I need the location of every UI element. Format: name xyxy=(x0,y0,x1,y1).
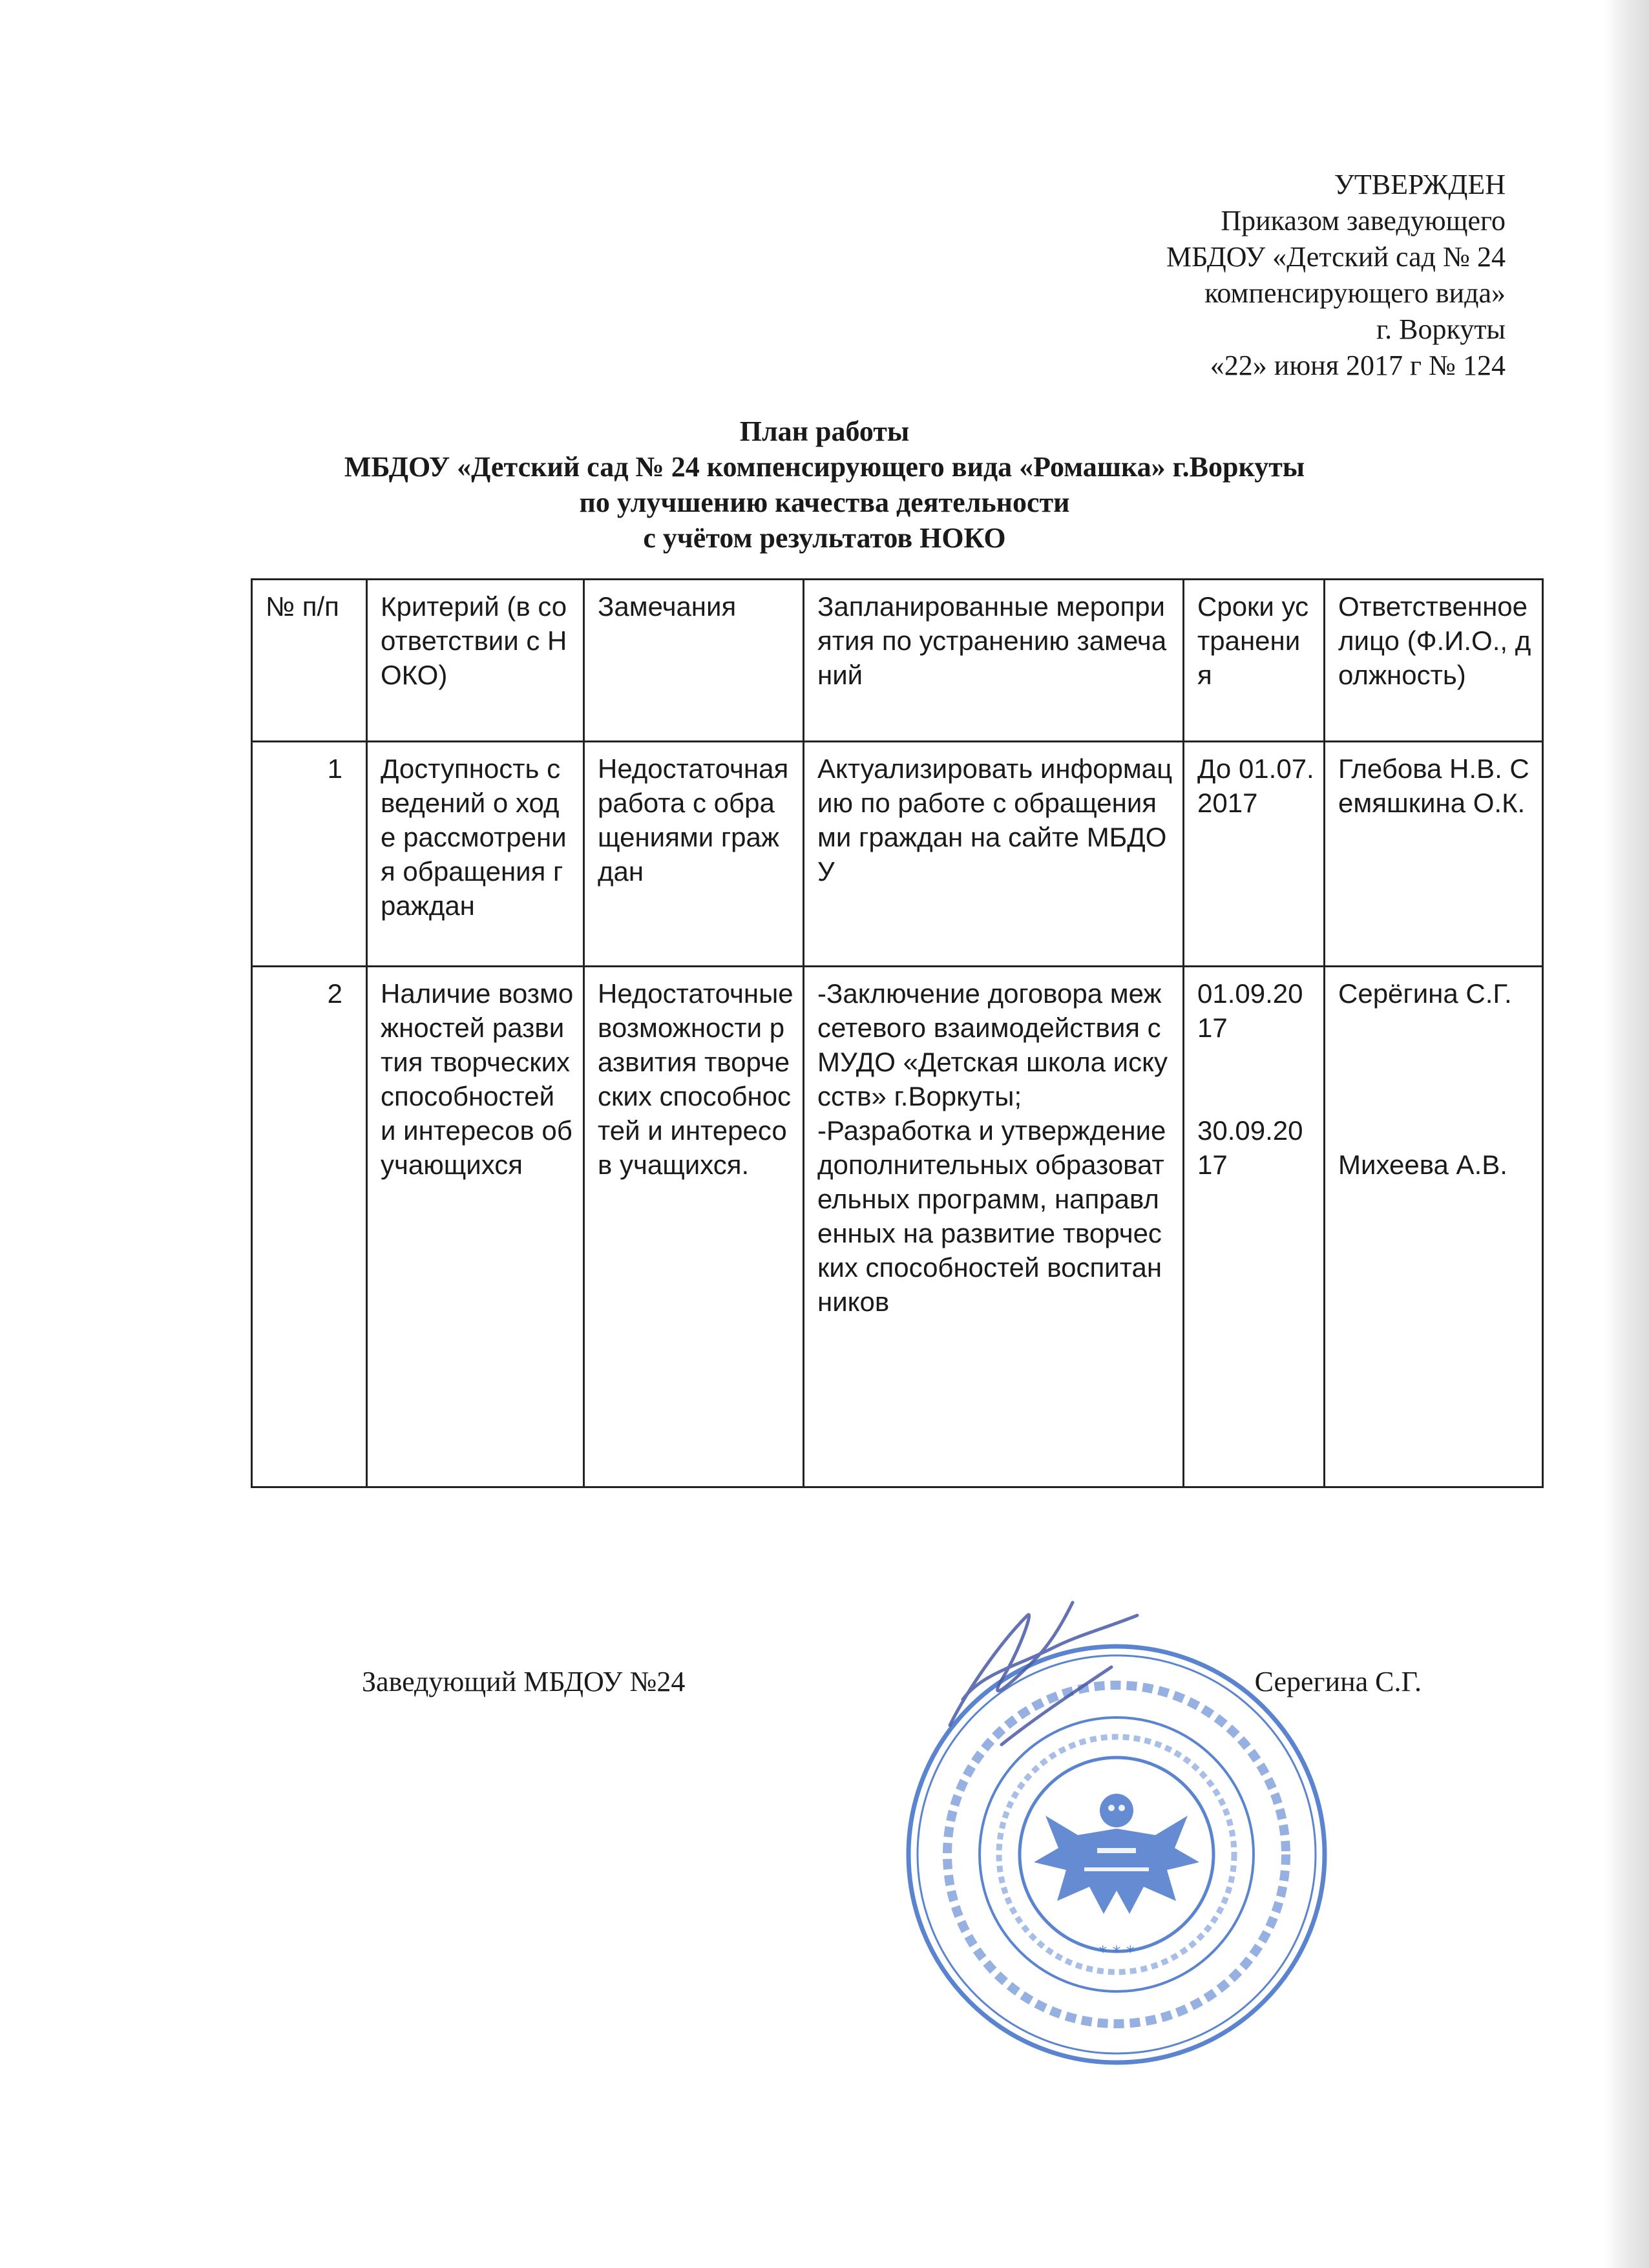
plan-table xyxy=(251,578,1544,1488)
approval-line: УТВЕРЖДЕН xyxy=(1334,169,1506,200)
approval-line: «22» июня 2017 г № 124 xyxy=(1210,350,1506,381)
row-criterion: Доступность сведений о ходе рассмотрения обращения граждан xyxy=(367,742,584,967)
deadline-item: До 01.07.2017 xyxy=(1197,753,1314,818)
row-criterion: Наличие возможностей развития творческих способностей и интересов обучающихся xyxy=(367,967,584,1487)
row-responsible xyxy=(1325,967,1543,1487)
header-cell-responsible: Ответственное лицо (Ф.И.О., должность) xyxy=(1325,580,1543,742)
row-measures xyxy=(804,742,1184,967)
row-deadlines xyxy=(1184,967,1325,1487)
row-deadlines xyxy=(1184,742,1325,967)
measure-item: -Заключение договора межсетевого взаимодействия с МУДО «Детская школа искусств» г.Воркуты; xyxy=(817,978,1168,1111)
deadline-item: 30.09.2017 xyxy=(1197,1115,1303,1180)
title-line: План работы xyxy=(739,415,910,447)
row-number: 2 xyxy=(252,967,367,1487)
responsible-item: Глебова Н.В. Семяшкина О.К. xyxy=(1338,753,1529,818)
title-line: МБДОУ «Детский сад № 24 компенсирующего вида «Ромашка» г.Воркуты xyxy=(344,451,1305,483)
scan-edge-shadow xyxy=(1604,0,1649,2268)
spacer xyxy=(1338,1011,1533,1148)
header-cell-deadlines: Сроки устранения xyxy=(1184,580,1325,742)
signatory-name: Серегина С.Г. xyxy=(1254,1666,1422,1697)
responsible-item: Серёгина С.Г. xyxy=(1338,978,1512,1009)
signatory-position: Заведующий МБДОУ №24 xyxy=(362,1666,686,1697)
row-remarks: Недостаточные возможности развития творческих способностей и интересов учащихся. xyxy=(584,967,804,1487)
header-cell-remarks: Замечания xyxy=(584,580,804,742)
svg-text:* * *: * * * xyxy=(1098,1943,1135,1962)
header-cell-number: № п/п xyxy=(252,580,367,742)
handwritten-signature xyxy=(924,1590,1157,1758)
title-line: с учётом результатов НОКО xyxy=(643,522,1006,554)
document-title xyxy=(0,414,1649,556)
row-responsible xyxy=(1325,742,1543,967)
approval-block xyxy=(924,167,1506,384)
row-measures xyxy=(804,967,1184,1487)
header-cell-criterion: Критерий (в соответствии с НОКО) xyxy=(367,580,584,742)
approval-line: МБДОУ «Детский сад № 24 xyxy=(1166,241,1506,273)
responsible-item: Михеева А.В. xyxy=(1338,1150,1507,1180)
header-cell-measures: Запланированные мероприятия по устранению замечаний xyxy=(804,580,1184,742)
measure-item: -Разработка и утверждение дополнительных образовательных программ, направленных на развитие творческих способностей воспитанников xyxy=(817,1115,1166,1317)
spacer xyxy=(1197,1045,1314,1113)
row-number: 1 xyxy=(252,742,367,967)
table-row xyxy=(252,967,1543,1487)
deadline-item: 01.09.2017 xyxy=(1197,978,1303,1043)
measure-item: Актуализировать информацию по работе с обращениями граждан на сайте МБДОУ xyxy=(817,753,1173,887)
row-remarks: Недостаточная работа с обращениями граждан xyxy=(584,742,804,967)
table-header-row xyxy=(252,580,1543,742)
approval-line: г. Воркуты xyxy=(1376,313,1506,345)
approval-line: компенсирующего вида» xyxy=(1204,277,1506,309)
table-row xyxy=(252,742,1543,967)
approval-line: Приказом заведующего xyxy=(1221,205,1506,236)
title-line: по улучшению качества деятельности xyxy=(579,487,1070,518)
